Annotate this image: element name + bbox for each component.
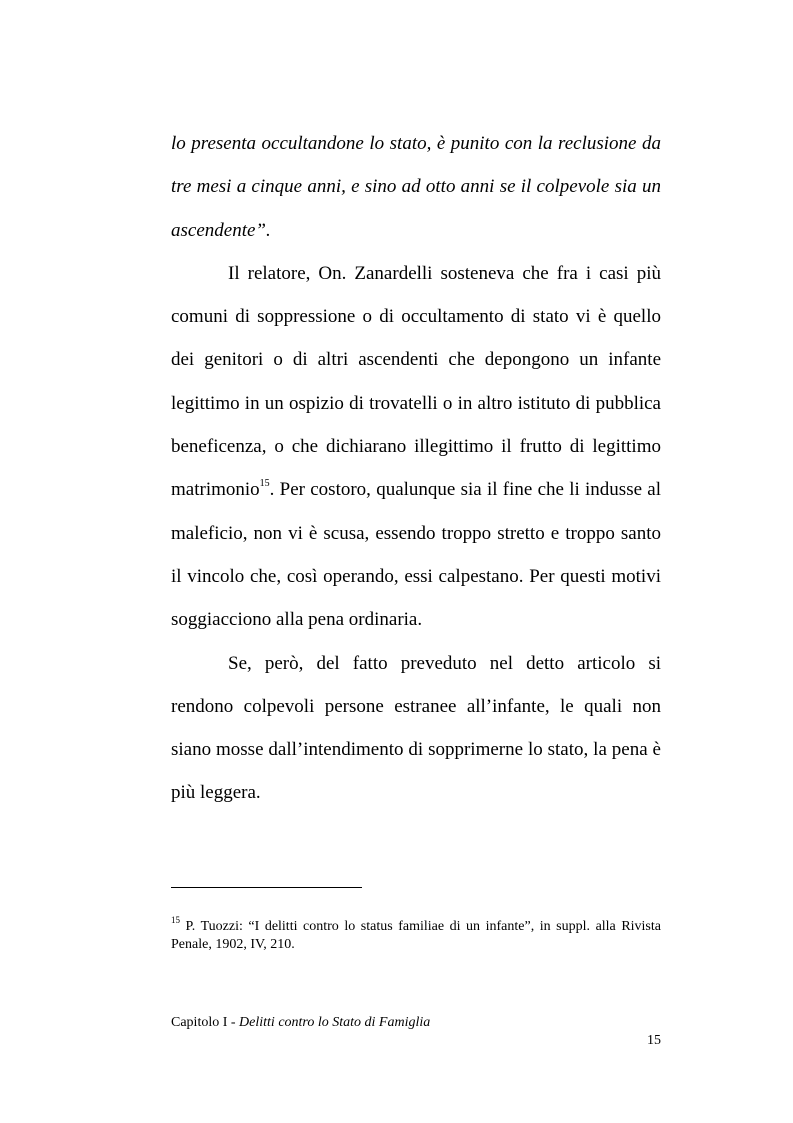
page-number: 15 — [647, 1033, 661, 1048]
paragraph-continuation: lo presenta occultandone lo stato, è punito con la reclusione da tre mesi a cinque anni, e sino ad otto anni se il colpevole sia un ascendente”. — [171, 133, 661, 241]
paragraph-zanardelli-continuation: . Per costoro, qualunque sia il fine che li indusse al maleficio, non vi è scusa, essendo troppo stretto e troppo santo il vincolo che, così operando, essi calpestano. Per questi motivi soggiacciono alla pena ordinaria. — [171, 479, 661, 631]
chapter-label: Capitolo I - — [171, 1015, 240, 1030]
footnote — [171, 915, 661, 954]
footnote-reference: 15 — [259, 478, 270, 490]
main-text — [171, 122, 661, 815]
paragraph-zanardelli-text: Il relatore, On. Zanardelli sosteneva che fra i casi più comuni di soppressione o di occultamento di stato vi è quello dei genitori o di altri ascendenti che depongono un infante legittimo in un ospizio di trovatelli o in altro istituto di pubblica beneficenza, o che dichiarano illegittimo il frutto di legittimo matrimonio — [171, 262, 661, 501]
paragraph-estranee: Se, però, del fatto preveduto nel detto articolo si rendono colpevoli persone estranee all’infante, le quali non siano mosse dall’intendimento di sopprimerne lo stato, la pena è più leggera. — [171, 652, 661, 804]
paragraph-zanardelli — [171, 252, 661, 642]
footnote-separator — [171, 887, 362, 888]
running-footer — [171, 1014, 661, 1032]
footnote-text: P. Tuozzi: “I delitti contro lo status familiae di un infante”, in suppl. alla Rivista Penale, 1902, IV, 210. — [171, 919, 661, 952]
chapter-title: Delitti contro lo Stato di Famiglia — [239, 1015, 431, 1030]
footnote-number: 15 — [171, 915, 180, 926]
